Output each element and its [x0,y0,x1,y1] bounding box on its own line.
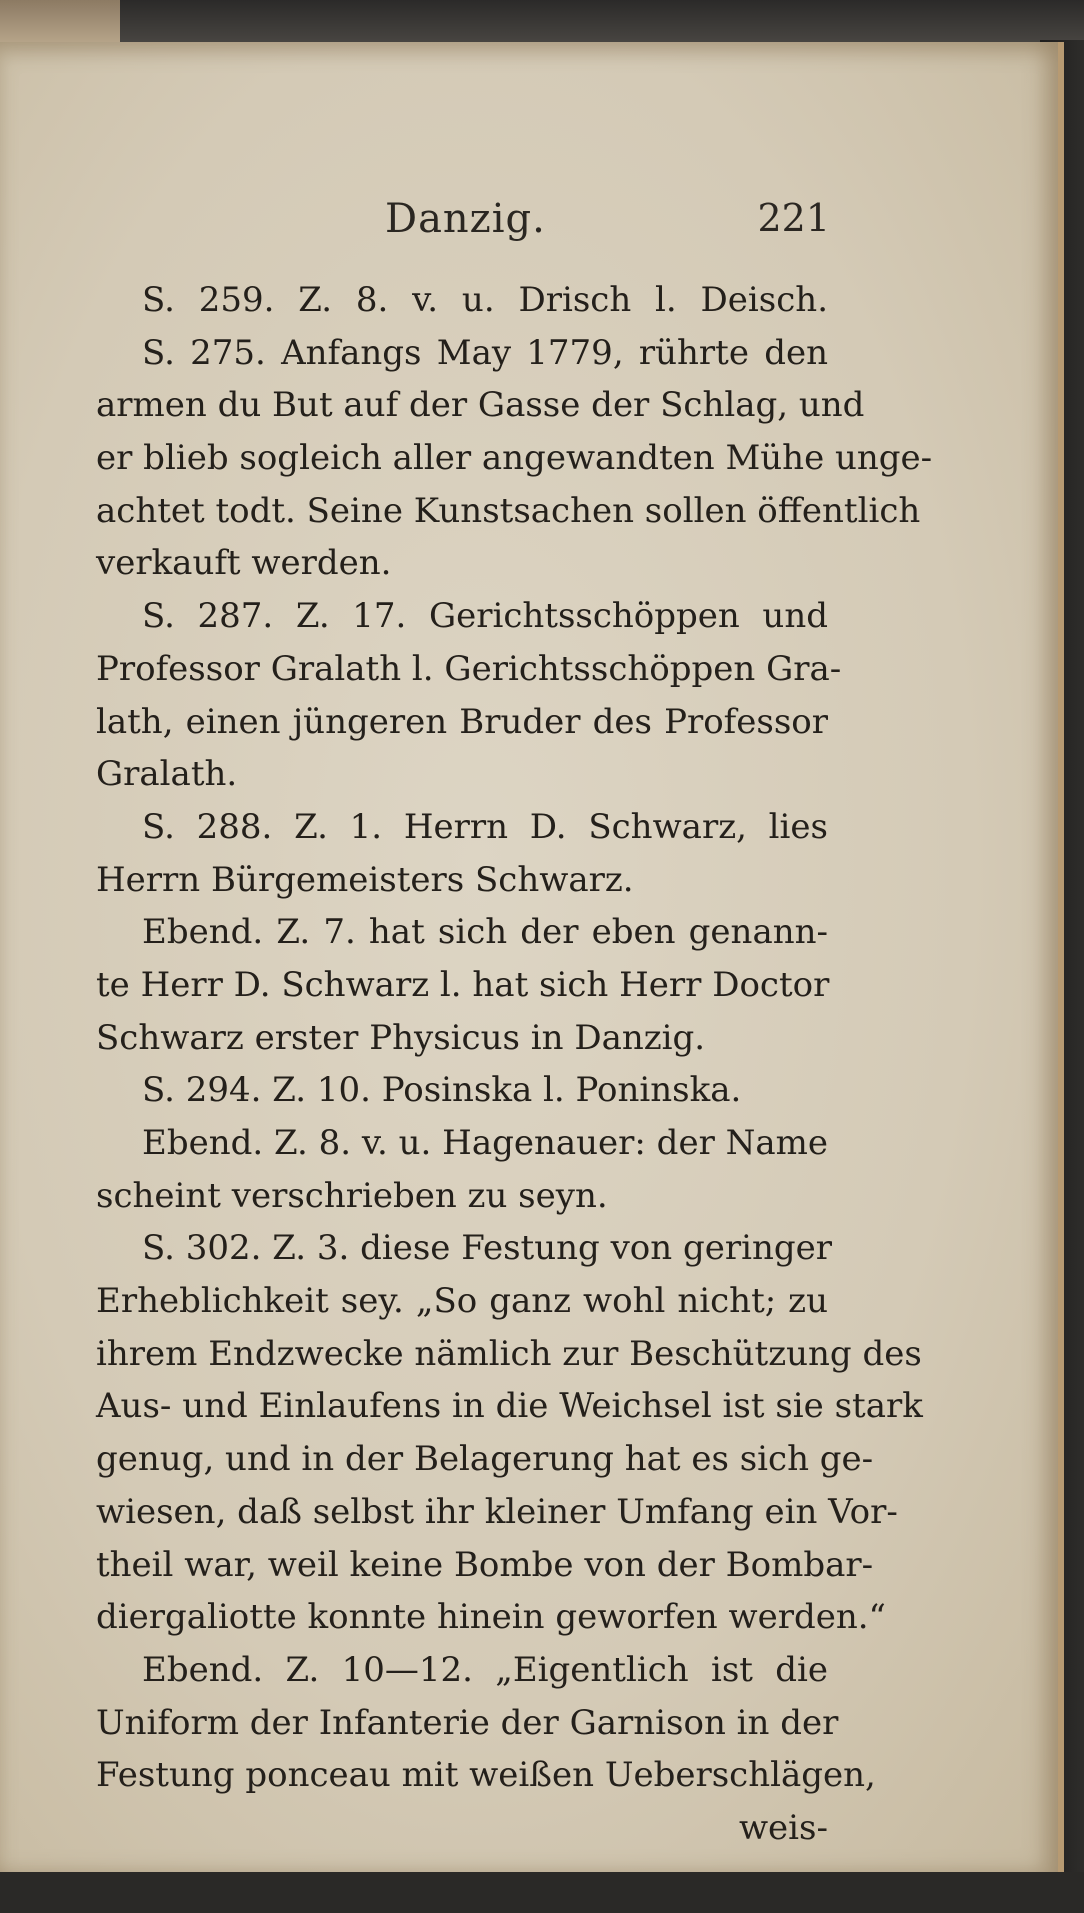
text-line: S. 288. Z. 1. Herrn D. Schwarz, lies [142,806,828,847]
text-line: Uniform der Infanterie der Garnison in der [96,1702,839,1743]
page-body [96,274,933,1855]
text-line: scheint verschrieben zu seyn. [96,1175,608,1216]
text-line: achtet todt. Seine Kunstsachen sollen öffentlich [96,490,921,531]
text-line: weis- [738,1807,828,1848]
text-line: Erheblichkeit sey. „So ganz wohl nicht; zu [96,1281,828,1322]
text-line: te Herr D. Schwarz l. hat sich Herr Doctor [96,964,830,1005]
text-line: Professor Gralath l. Gerichtsschöppen Gra- [96,648,842,689]
text-line: S. 259. Z. 8. v. u. Drisch l. Deisch. [142,280,828,320]
text-line: Ebend. Z. 8. v. u. Hagenauer: der Name [142,1123,829,1163]
text-line: S. 294. Z. 10. Posinska l. Poninska. [142,1070,742,1111]
text-line: theil war, weil keine Bombe von der Bombar- [96,1544,874,1585]
text-line: Ebend. Z. 7. hat sich der eben genann- [142,912,828,953]
text-line: S. 302. Z. 3. diese Festung von geringer [142,1228,832,1269]
text-line: er blieb sogleich aller angewandten Mühe unge- [96,438,933,479]
text-line: Schwarz erster Physicus in Danzig. [96,1017,706,1058]
text-line: Aus- und Einlaufens in die Weichsel ist sie stark [96,1386,923,1427]
text-line: S. 275. Anfangs May 1779, rührte den [142,332,828,373]
text-line: verkauft werden. [96,543,392,584]
text-line: lath, einen jüngeren Bruder des Professor [96,701,828,742]
page-header [100,196,840,246]
text-line: armen du But auf der Gasse der Schlag, und [96,385,865,426]
book-top-edge [0,0,1084,46]
text-line: Ebend. Z. 10—12. „Eigentlich ist die [142,1649,828,1690]
page-number: 221 [757,196,830,240]
text-line: Festung ponceau mit weißen Ueberschlägen, [96,1755,876,1796]
running-title: Danzig. [385,196,546,242]
text-line: ihrem Endzwecke nämlich zur Beschützung des [96,1333,922,1374]
text-line: Gralath. [96,754,238,795]
text-line: S. 287. Z. 17. Gerichtsschöppen und [142,596,828,637]
text-line: diergaliotte konnte hinein geworfen werden.“ [96,1597,886,1638]
text-line: Herrn Bürgemeisters Schwarz. [96,859,634,900]
text-line: genug, und in der Belagerung hat es sich ge- [96,1439,874,1480]
previous-page-edge [0,0,120,44]
book-bottom-edge [0,1872,1084,1913]
text-line: wiesen, daß selbst ihr kleiner Umfang ein Vor- [96,1491,898,1532]
